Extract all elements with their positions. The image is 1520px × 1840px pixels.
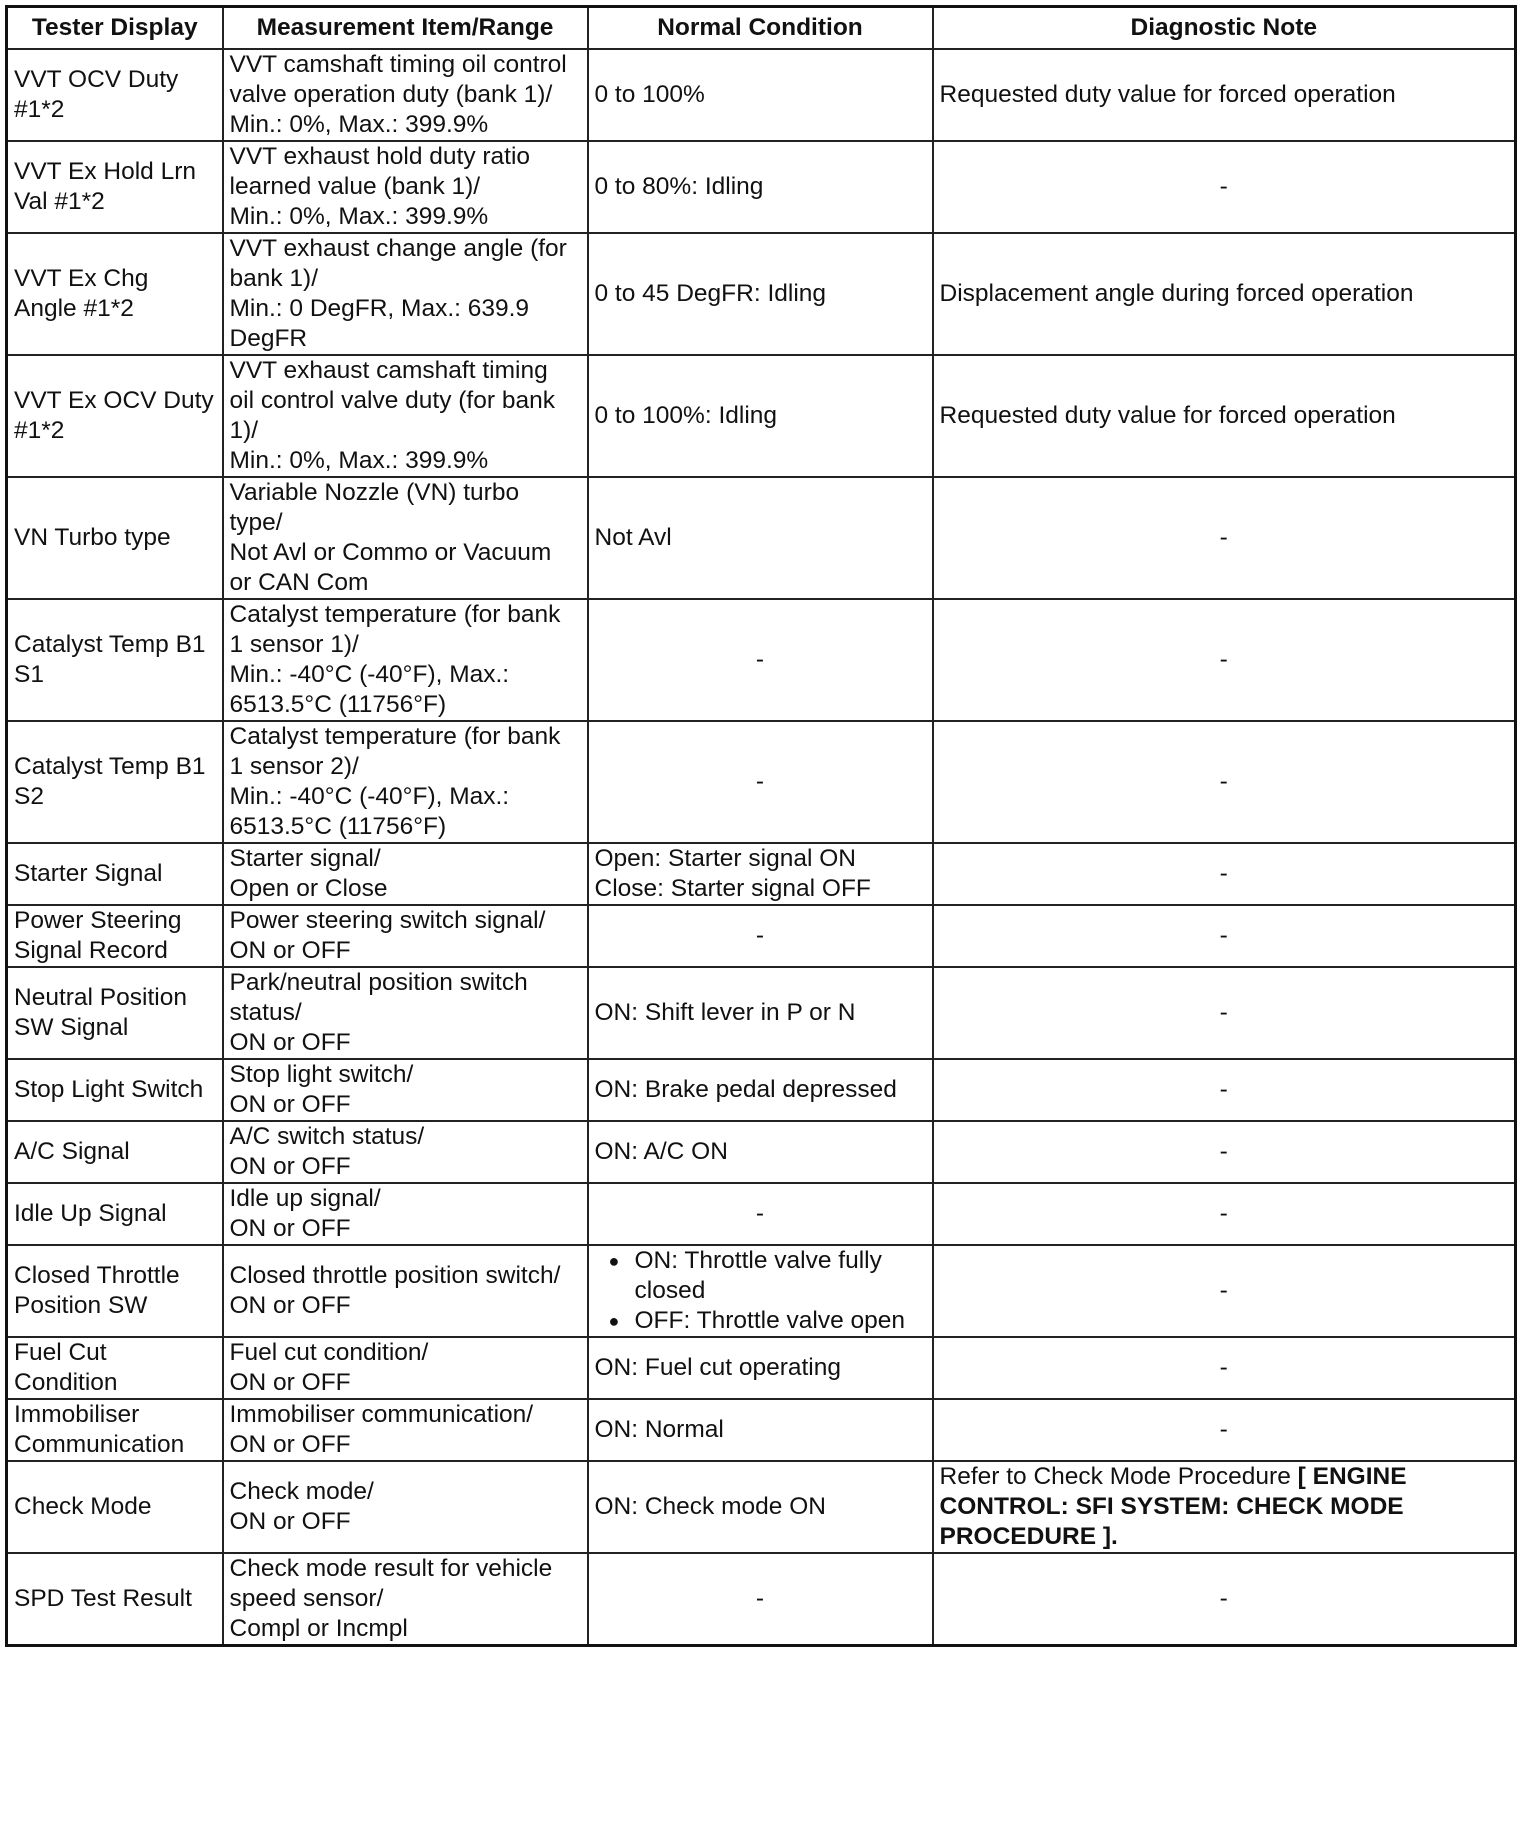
cell-normal-condition (588, 49, 933, 141)
cell-normal-condition (588, 905, 933, 967)
cell-tester-display (7, 1183, 223, 1245)
cell-measurement-item-line: 6513.5°C (11756°F) (229, 691, 447, 718)
cell-measurement-item-line: ON or OFF (229, 1369, 351, 1396)
cell-measurement-item-line: Check mode result for vehicle (229, 1555, 553, 1582)
cell-measurement-item-line: Fuel cut condition/ (229, 1339, 429, 1366)
cell-measurement-item-line: VVT exhaust hold duty ratio (229, 143, 531, 170)
header-row (7, 7, 1516, 50)
cell-measurement-item (223, 141, 588, 233)
cell-tester-display (7, 599, 223, 721)
cell-measurement-item-line: Not Avl or Commo or Vacuum (229, 539, 552, 566)
cell-measurement-item-line: Starter signal/ (229, 845, 381, 872)
cell-measurement-item-line: Park/neutral position switch (229, 969, 528, 996)
cell-normal-condition (588, 1121, 933, 1183)
cell-measurement-item-line: Min.: -40°C (-40°F), Max.: (229, 661, 510, 688)
cell-tester-display-line: Fuel Cut (14, 1339, 107, 1366)
cell-measurement-item-line: Variable Nozzle (VN) turbo (229, 479, 520, 506)
cell-normal-condition (588, 721, 933, 843)
cell-diagnostic-note (933, 1461, 1516, 1553)
cell-normal-condition-line: - (755, 922, 765, 949)
table-body (7, 49, 1516, 1646)
cell-measurement-item-line: type/ (229, 509, 283, 536)
cell-diagnostic-note (933, 1553, 1516, 1646)
cell-normal-condition-line: 0 to 100% (594, 81, 705, 108)
cell-diagnostic-note-line: - (1219, 860, 1228, 887)
cell-measurement-item (223, 1121, 588, 1183)
cell-tester-display (7, 1553, 223, 1646)
cell-diagnostic-note (933, 1059, 1516, 1121)
cell-normal-condition-line: Close: Starter signal OFF (594, 875, 871, 902)
cell-normal-condition-line: 0 to 45 DegFR: Idling (594, 280, 827, 307)
cell-measurement-item-line: Open or Close (229, 875, 388, 902)
bullet-list (595, 1246, 926, 1336)
cell-diagnostic-note-line: - (1219, 1354, 1228, 1381)
bullet-item: ● ON: Throttle valve fully closed (595, 1246, 926, 1306)
cell-normal-condition-line: ON: Fuel cut operating (594, 1354, 841, 1381)
cell-tester-display-line: Catalyst Temp B1 (14, 753, 206, 780)
table-row (7, 477, 1516, 599)
cell-diagnostic-note (933, 967, 1516, 1059)
header-tester-display: Tester Display (7, 7, 223, 50)
cell-tester-display-line: Closed Throttle (14, 1262, 180, 1289)
cell-tester-display (7, 843, 223, 905)
cell-tester-display-line: Communication (14, 1431, 185, 1458)
cell-tester-display-line: #1*2 (14, 96, 65, 123)
cell-measurement-item-line: Min.: 0%, Max.: 399.9% (229, 447, 489, 474)
cell-measurement-item (223, 1183, 588, 1245)
cell-diagnostic-note (933, 1245, 1516, 1337)
cell-normal-condition (588, 1059, 933, 1121)
cell-tester-display (7, 1461, 223, 1553)
cell-measurement-item-line: Min.: 0%, Max.: 399.9% (229, 203, 489, 230)
cell-diagnostic-note-line: - (1219, 646, 1228, 673)
header-diagnostic-note: Diagnostic Note (933, 7, 1516, 50)
cell-tester-display-line: Stop Light Switch (14, 1076, 204, 1103)
cell-tester-display (7, 49, 223, 141)
cell-normal-condition (588, 141, 933, 233)
table-row (7, 721, 1516, 843)
table-row (7, 141, 1516, 233)
cell-diagnostic-note-line: - (1219, 1138, 1228, 1165)
cell-diagnostic-note-line: - (1219, 1416, 1228, 1443)
table-row (7, 599, 1516, 721)
cell-normal-condition-line: 0 to 100%: Idling (594, 402, 778, 429)
cell-measurement-item (223, 1461, 588, 1553)
cell-measurement-item-line: ON or OFF (229, 1215, 351, 1242)
cell-normal-condition-line: - (755, 646, 765, 673)
cell-diagnostic-note-line: - (1219, 922, 1228, 949)
cell-tester-display-line: Check Mode (14, 1493, 152, 1520)
cell-tester-display (7, 721, 223, 843)
cell-tester-display-line: A/C Signal (14, 1138, 130, 1165)
cell-diagnostic-note (933, 1399, 1516, 1461)
cell-diagnostic-note-line: - (1219, 1076, 1228, 1103)
note-text: Refer to Check Mode Procedure (939, 1463, 1298, 1490)
cell-diagnostic-note-line: - (1219, 1277, 1228, 1304)
cell-normal-condition (588, 477, 933, 599)
cell-measurement-item-line: ON or OFF (229, 1029, 351, 1056)
cell-normal-condition (588, 1245, 933, 1337)
cell-diagnostic-note (933, 233, 1516, 355)
cell-tester-display (7, 1399, 223, 1461)
cell-normal-condition-line: - (755, 768, 765, 795)
cell-normal-condition-line: ON: Check mode ON (594, 1493, 826, 1520)
cell-normal-condition-line: ON: Shift lever in P or N (594, 999, 856, 1026)
cell-diagnostic-note-line: - (1219, 1585, 1228, 1612)
cell-measurement-item (223, 1245, 588, 1337)
cell-tester-display-line: Signal Record (14, 937, 168, 964)
cell-diagnostic-note (933, 599, 1516, 721)
cell-diagnostic-note (933, 843, 1516, 905)
cell-measurement-item-line: valve operation duty (bank 1)/ (229, 81, 553, 108)
cell-measurement-item-line: Catalyst temperature (for bank (229, 723, 561, 750)
cell-normal-condition (588, 355, 933, 477)
table-row (7, 843, 1516, 905)
cell-tester-display (7, 1337, 223, 1399)
cell-measurement-item-line: Min.: 0 DegFR, Max.: 639.9 (229, 295, 530, 322)
cell-diagnostic-note-line: - (1219, 173, 1228, 200)
tester-data-table (5, 5, 1517, 1647)
cell-diagnostic-note (933, 355, 1516, 477)
cell-measurement-item-line: Idle up signal/ (229, 1185, 381, 1212)
cell-diagnostic-note (933, 1121, 1516, 1183)
cell-measurement-item (223, 1059, 588, 1121)
cell-normal-condition (588, 1461, 933, 1553)
cell-measurement-item (223, 843, 588, 905)
cell-measurement-item-line: Immobiliser communication/ (229, 1401, 534, 1428)
cell-measurement-item-line: VVT exhaust camshaft timing (229, 357, 548, 384)
cell-measurement-item-line: 1 sensor 2)/ (229, 753, 359, 780)
cell-tester-display-line: VVT Ex Chg (14, 265, 149, 292)
cell-tester-display-line: Neutral Position (14, 984, 187, 1011)
cell-tester-display-line: S1 (14, 661, 44, 688)
header-normal-condition: Normal Condition (588, 7, 933, 50)
cell-normal-condition (588, 599, 933, 721)
cell-measurement-item-line: speed sensor/ (229, 1585, 384, 1612)
cell-normal-condition (588, 1337, 933, 1399)
cell-tester-display-line: #1*2 (14, 417, 65, 444)
cell-measurement-item-line: Power steering switch signal/ (229, 907, 546, 934)
table-row (7, 1059, 1516, 1121)
cell-measurement-item-line: 1 sensor 1)/ (229, 631, 359, 658)
cell-normal-condition (588, 1553, 933, 1646)
cell-measurement-item-line: ON or OFF (229, 1508, 351, 1535)
cell-measurement-item (223, 1337, 588, 1399)
cell-measurement-item-line: or CAN Com (229, 569, 369, 596)
cell-tester-display-line: Condition (14, 1369, 118, 1396)
table-row (7, 1461, 1516, 1553)
cell-measurement-item (223, 905, 588, 967)
cell-tester-display-line: Immobiliser (14, 1401, 140, 1428)
cell-diagnostic-note-line: - (1219, 524, 1228, 551)
cell-measurement-item-line: VVT exhaust change angle (for (229, 235, 567, 262)
table-row (7, 49, 1516, 141)
cell-tester-display-line: Power Steering (14, 907, 182, 934)
cell-measurement-item-line: Closed throttle position switch/ (229, 1262, 561, 1289)
table-row (7, 967, 1516, 1059)
cell-normal-condition-line: - (755, 1585, 765, 1612)
cell-measurement-item-line: Min.: 0%, Max.: 399.9% (229, 111, 489, 138)
cell-tester-display (7, 477, 223, 599)
cell-diagnostic-note-line: - (1219, 768, 1228, 795)
cell-measurement-item (223, 477, 588, 599)
cell-tester-display-line: VVT OCV Duty (14, 66, 179, 93)
cell-tester-display-line: SPD Test Result (14, 1585, 192, 1612)
cell-measurement-item-line: status/ (229, 999, 302, 1026)
cell-measurement-item-line: 6513.5°C (11756°F) (229, 813, 447, 840)
note-period: . (1111, 1523, 1118, 1550)
bullet-item: ● OFF: Throttle valve open (595, 1306, 926, 1336)
cell-tester-display (7, 141, 223, 233)
table-row (7, 233, 1516, 355)
cell-measurement-item-line: ON or OFF (229, 1431, 351, 1458)
cell-tester-display-line: VN Turbo type (14, 524, 171, 551)
table-row (7, 1245, 1516, 1337)
cell-normal-condition-line: Not Avl (594, 524, 672, 551)
cell-tester-display (7, 1245, 223, 1337)
cell-measurement-item-line: Catalyst temperature (for bank (229, 601, 561, 628)
cell-diagnostic-note-line: Requested duty value for forced operation (939, 81, 1396, 108)
cell-tester-display-line: SW Signal (14, 1014, 129, 1041)
table-row (7, 1183, 1516, 1245)
cell-diagnostic-note-line: - (1219, 1200, 1228, 1227)
cell-normal-condition (588, 233, 933, 355)
cell-measurement-item (223, 233, 588, 355)
cell-diagnostic-note (933, 905, 1516, 967)
cell-measurement-item-line: ON or OFF (229, 1292, 351, 1319)
cell-diagnostic-note-line: - (1219, 999, 1228, 1026)
cell-diagnostic-note-line: Displacement angle during forced operation (939, 280, 1414, 307)
table-row (7, 1553, 1516, 1646)
cell-normal-condition-line: ON: Brake pedal depressed (594, 1076, 897, 1103)
data-list-sheet (5, 5, 1514, 1647)
cell-tester-display (7, 233, 223, 355)
cell-measurement-item-line: VVT camshaft timing oil control (229, 51, 567, 78)
cell-measurement-item-line: A/C switch status/ (229, 1123, 425, 1150)
cell-tester-display-line: Angle #1*2 (14, 295, 134, 322)
cell-measurement-item (223, 967, 588, 1059)
cell-measurement-item (223, 355, 588, 477)
cell-normal-condition-line: Open: Starter signal ON (594, 845, 856, 872)
cell-tester-display-line: VVT Ex OCV Duty (14, 387, 214, 414)
header-measurement-item: Measurement Item/Range (223, 7, 588, 50)
cell-normal-condition-line: ON: Normal (594, 1416, 724, 1443)
cell-tester-display-line: VVT Ex Hold Lrn (14, 158, 197, 185)
cell-normal-condition (588, 967, 933, 1059)
cell-measurement-item (223, 49, 588, 141)
cell-normal-condition (588, 1183, 933, 1245)
table-row (7, 355, 1516, 477)
cell-measurement-item-line: Stop light switch/ (229, 1061, 414, 1088)
cell-tester-display-line: Starter Signal (14, 860, 163, 887)
cell-measurement-item-line: oil control valve duty (for bank (229, 387, 555, 414)
cell-measurement-item-line: Compl or Incmpl (229, 1615, 408, 1642)
cell-diagnostic-note (933, 477, 1516, 599)
cell-tester-display-line: S2 (14, 783, 44, 810)
table-row (7, 905, 1516, 967)
cell-tester-display-line: Position SW (14, 1292, 148, 1319)
cell-normal-condition-line: - (755, 1200, 765, 1227)
cell-measurement-item-line: DegFR (229, 325, 308, 352)
cell-tester-display (7, 355, 223, 477)
cell-measurement-item-line: bank 1)/ (229, 265, 319, 292)
table-row (7, 1399, 1516, 1461)
table-row (7, 1121, 1516, 1183)
cell-tester-display-line: Idle Up Signal (14, 1200, 167, 1227)
cell-diagnostic-note (933, 141, 1516, 233)
cell-tester-display (7, 1059, 223, 1121)
table-row (7, 1337, 1516, 1399)
cell-diagnostic-note-line: Requested duty value for forced operation (939, 402, 1396, 429)
cell-measurement-item-line: learned value (bank 1)/ (229, 173, 481, 200)
cell-measurement-item (223, 721, 588, 843)
cell-diagnostic-note (933, 1337, 1516, 1399)
cell-normal-condition (588, 1399, 933, 1461)
cell-diagnostic-note (933, 1183, 1516, 1245)
cell-diagnostic-note (933, 721, 1516, 843)
cell-tester-display-line: Catalyst Temp B1 (14, 631, 206, 658)
procedure-reference-link[interactable]: [ ENGINE CONTROL: SFI SYSTEM: CHECK MODE PROCEDURE ] (939, 1463, 1407, 1550)
cell-measurement-item-line: ON or OFF (229, 1153, 351, 1180)
cell-measurement-item-line: 1)/ (229, 417, 259, 444)
cell-measurement-item (223, 1399, 588, 1461)
cell-normal-condition-line: 0 to 80%: Idling (594, 173, 764, 200)
cell-normal-condition (588, 843, 933, 905)
cell-tester-display (7, 1121, 223, 1183)
cell-tester-display-line: Val #1*2 (14, 188, 105, 215)
cell-measurement-item (223, 599, 588, 721)
cell-diagnostic-note (933, 49, 1516, 141)
cell-tester-display (7, 905, 223, 967)
cell-measurement-item-line: Min.: -40°C (-40°F), Max.: (229, 783, 510, 810)
cell-normal-condition-line: ON: A/C ON (594, 1138, 728, 1165)
cell-tester-display (7, 967, 223, 1059)
cell-measurement-item-line: ON or OFF (229, 937, 351, 964)
cell-measurement-item (223, 1553, 588, 1646)
cell-measurement-item-line: Check mode/ (229, 1478, 374, 1505)
cell-measurement-item-line: ON or OFF (229, 1091, 351, 1118)
